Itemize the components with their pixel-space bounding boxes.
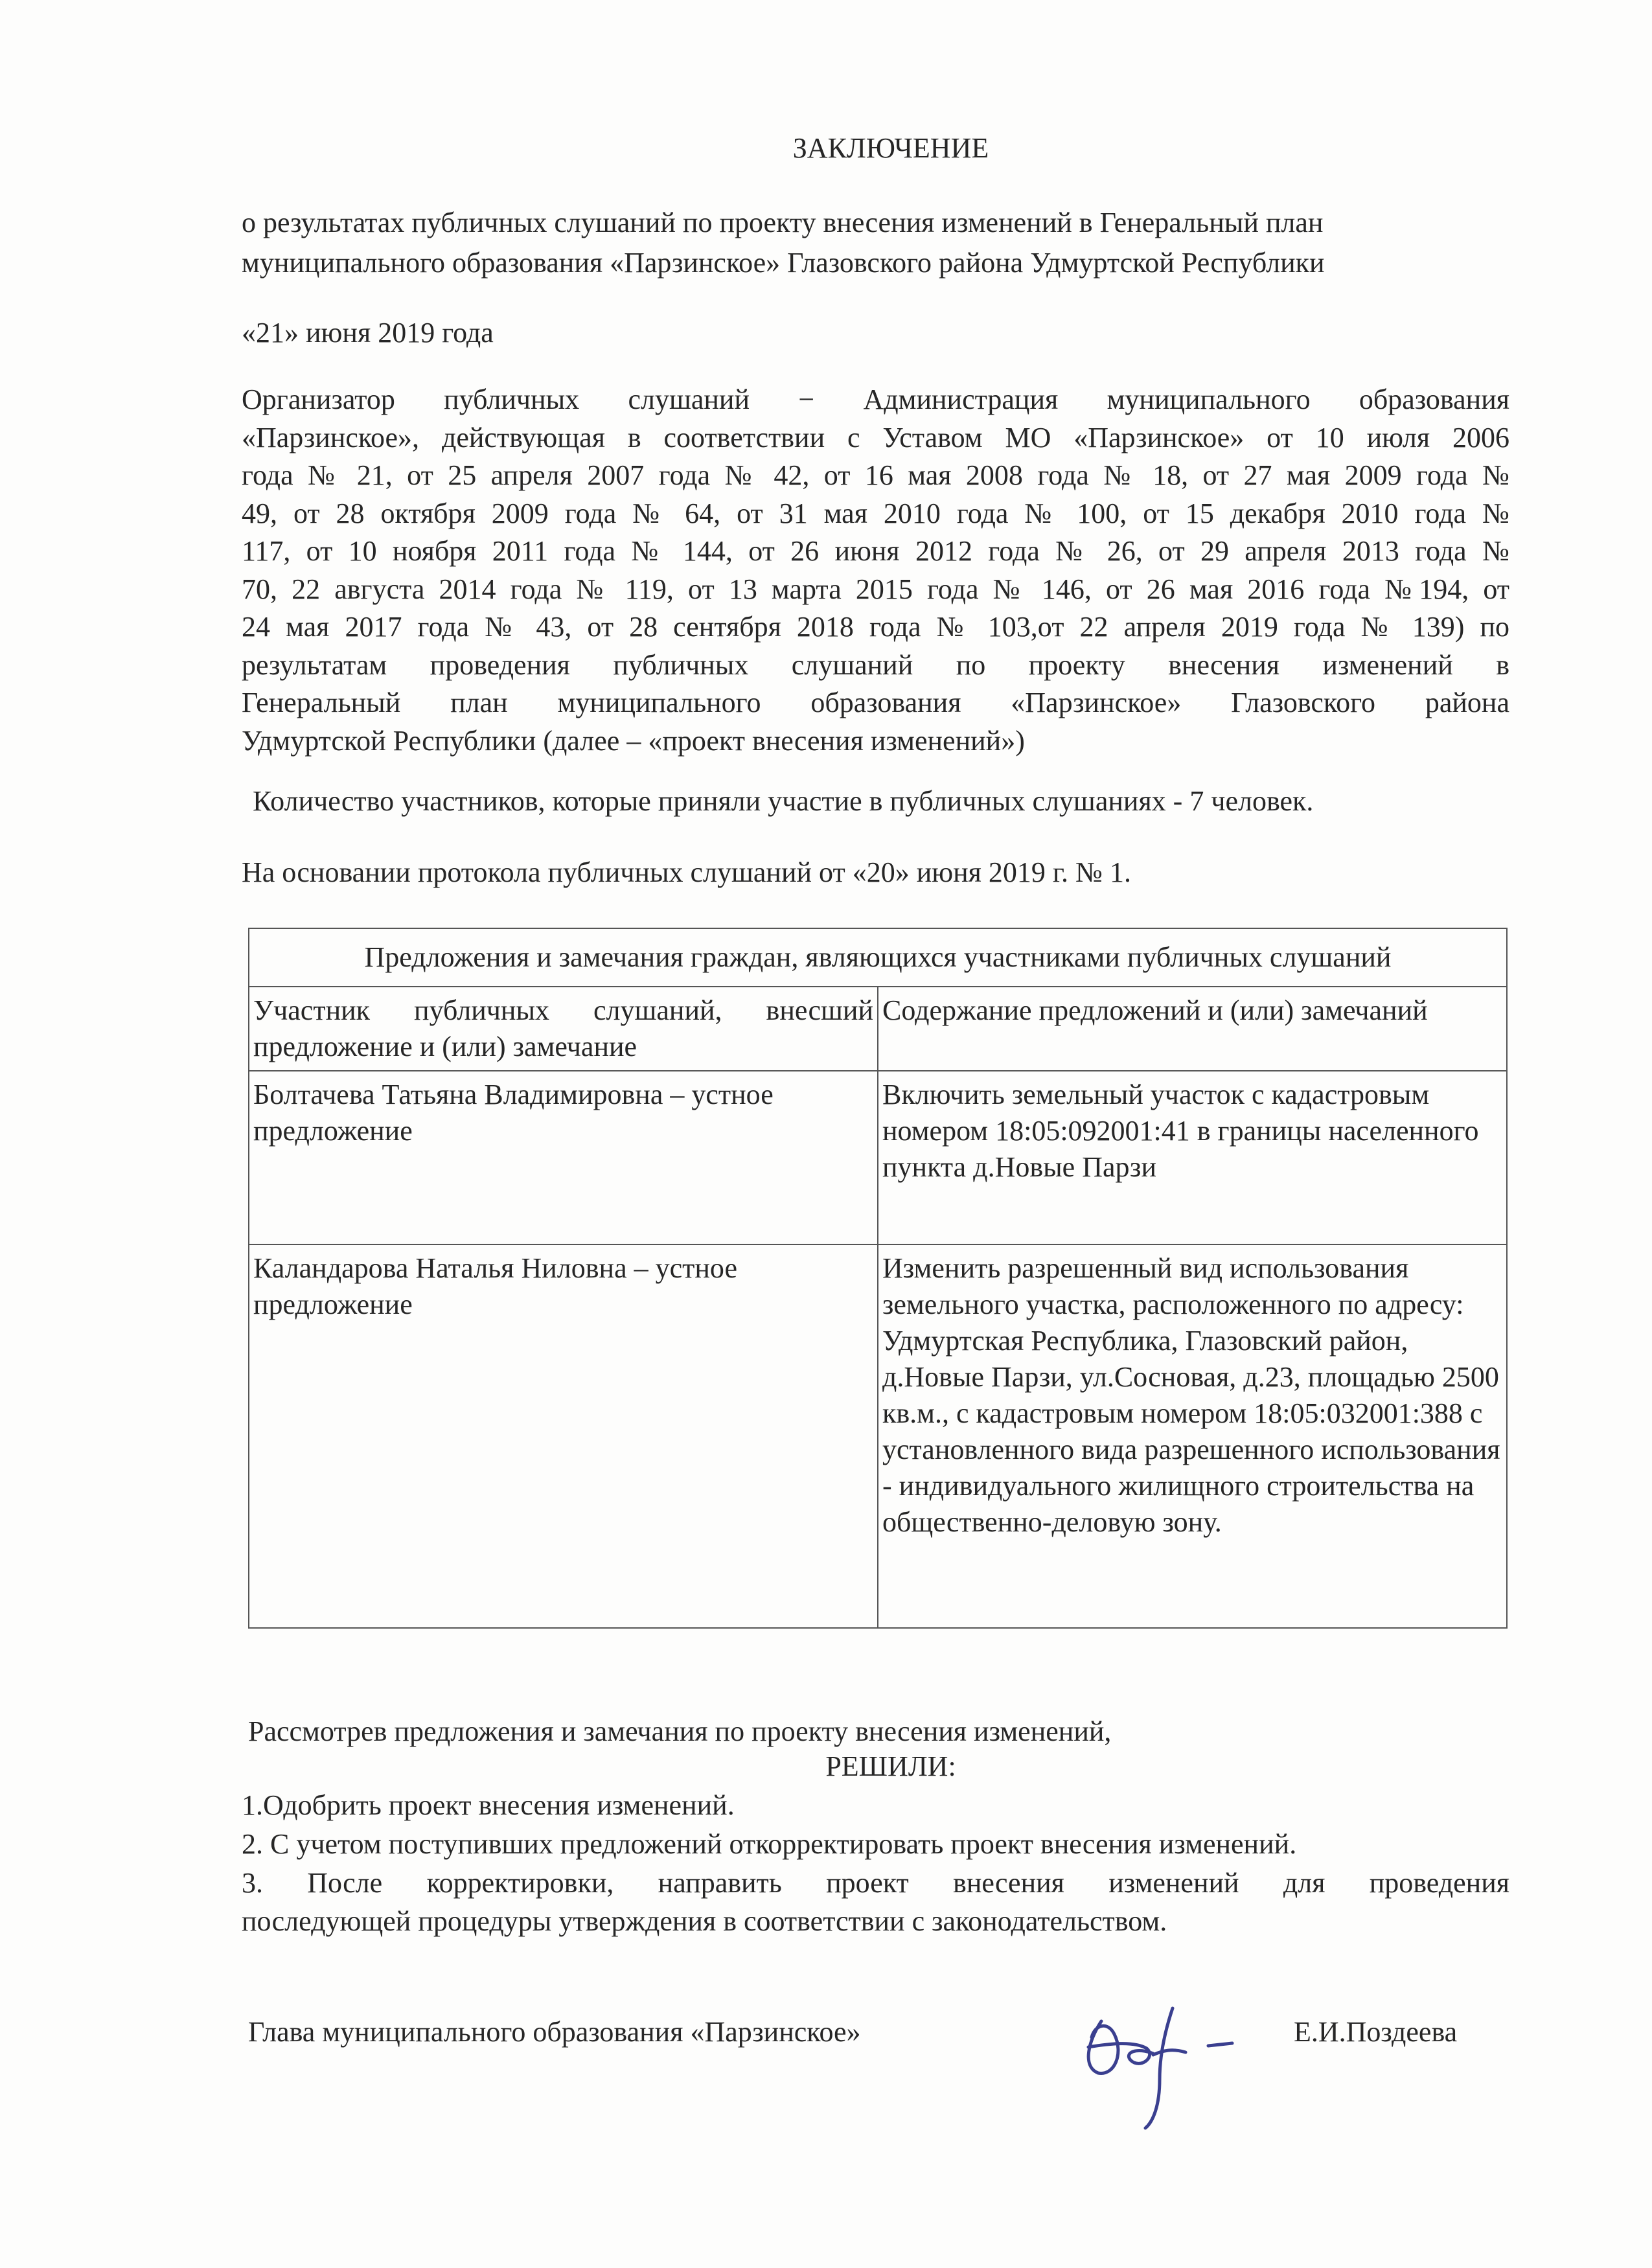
table-caption: Предложения и замечания граждан, являющихся участниками публичных слушаний <box>249 928 1507 987</box>
document-title: ЗАКЛЮЧЕНИЕ <box>792 132 989 164</box>
table-header-row <box>249 987 1507 1071</box>
organizer-line: Удмуртской Республики (далее – «проект внесения изменений») <box>242 724 1025 757</box>
proposals-table <box>248 928 1508 1629</box>
handwritten-signature <box>1062 1995 1257 2138</box>
organizer-line: Организатор публичных слушаний − Администрация муниципального образования <box>242 384 1509 415</box>
organizer-line: 24 мая 2017 года № 43, от 28 сентября 2018 года № 103,от 22 апреля 2019 года № 139) по <box>242 611 1509 643</box>
signatory-name: Е.И.Поздеева <box>1294 2016 1458 2048</box>
table-caption-row <box>249 928 1507 987</box>
decision-item-1: 1.Одобрить проект внесения изменений. <box>242 1789 735 1821</box>
signatory-title: Глава муниципального образования «Парзинское» <box>248 2016 861 2048</box>
organizer-paragraph <box>242 381 1509 760</box>
decided-heading: РЕШИЛИ: <box>825 1750 956 1782</box>
column-header-content: Содержание предложений и (или) замечаний <box>878 987 1507 1071</box>
content-cell: Изменить разрешенный вид использования земельного участка, расположенного по адресу: Удмуртская Республика, Глазовский район, д.Новые Парзи, ул.Сосновая, д.23, площадью 2500 кв.м., с кадастровым номером 18:05:032001:388 с установленного вида разрешенного использования - индивидуального жилищного строительства на общественно-деловую зону. <box>878 1244 1507 1628</box>
subtitle-line-2: муниципального образования «Парзинское» Глазовского района Удмуртской Республики <box>242 247 1325 279</box>
decision-item-3 <box>242 1864 1509 1940</box>
participants-count: Количество участников, которые приняли участие в публичных слушаниях - 7 человек. <box>253 785 1314 817</box>
decision-item-3-line: 3. После корректировки, направить проект внесения изменений для проведения <box>242 1867 1509 1899</box>
organizer-line: года № 21, от 25 апреля 2007 года № 42, от 16 мая 2008 года № 18, от 27 мая 2009 года № <box>242 459 1509 491</box>
decision-item-2: 2. С учетом поступивших предложений откорректировать проект внесения изменений. <box>242 1828 1297 1860</box>
decision-item-3-line: последующей процедуры утверждения в соответствии с законодательством. <box>242 1905 1167 1937</box>
organizer-line: результатам проведения публичных слушаний по проекту внесения изменений в <box>242 648 1509 681</box>
protocol-reference: На основании протокола публичных слушаний от «20» июня 2019 г. № 1. <box>242 856 1131 888</box>
organizer-line: 70, 22 августа 2014 года № 119, от 13 марта 2015 года № 146, от 26 мая 2016 года №194, от <box>242 573 1509 605</box>
participant-cell: Каландарова Наталья Ниловна – устное предложение <box>249 1244 878 1628</box>
organizer-line: «Парзинское», действующая в соответствии с Уставом МО «Парзинское» от 10 июля 2006 <box>242 421 1509 453</box>
subtitle-line-1: о результатах публичных слушаний по проекту внесения изменений в Генеральный план <box>242 207 1324 238</box>
participant-cell: Болтачева Татьяна Владимировна – устное предложение <box>249 1071 878 1244</box>
organizer-line: Генеральный план муниципального образования «Парзинское» Глазовского района <box>242 687 1509 718</box>
document-date: «21» июня 2019 года <box>242 317 494 349</box>
considered-text: Рассмотрев предложения и замечания по проекту внесения изменений, <box>248 1715 1112 1747</box>
organizer-line: 117, от 10 ноября 2011 года № 144, от 26 июня 2012 года № 26, от 29 апреля 2013 года № <box>242 535 1509 567</box>
table-row <box>249 1244 1507 1628</box>
organizer-line: 49, от 28 октября 2009 года № 64, от 31 мая 2010 года № 100, от 15 декабря 2010 года № <box>242 497 1509 529</box>
content-cell: Включить земельный участок с кадастровым номером 18:05:092001:41 в границы населенного пункта д.Новые Парзи <box>878 1071 1507 1244</box>
column-header-participant: Участник публичных слушаний, внесший предложение и (или) замечание <box>249 987 878 1071</box>
table-row <box>249 1071 1507 1244</box>
